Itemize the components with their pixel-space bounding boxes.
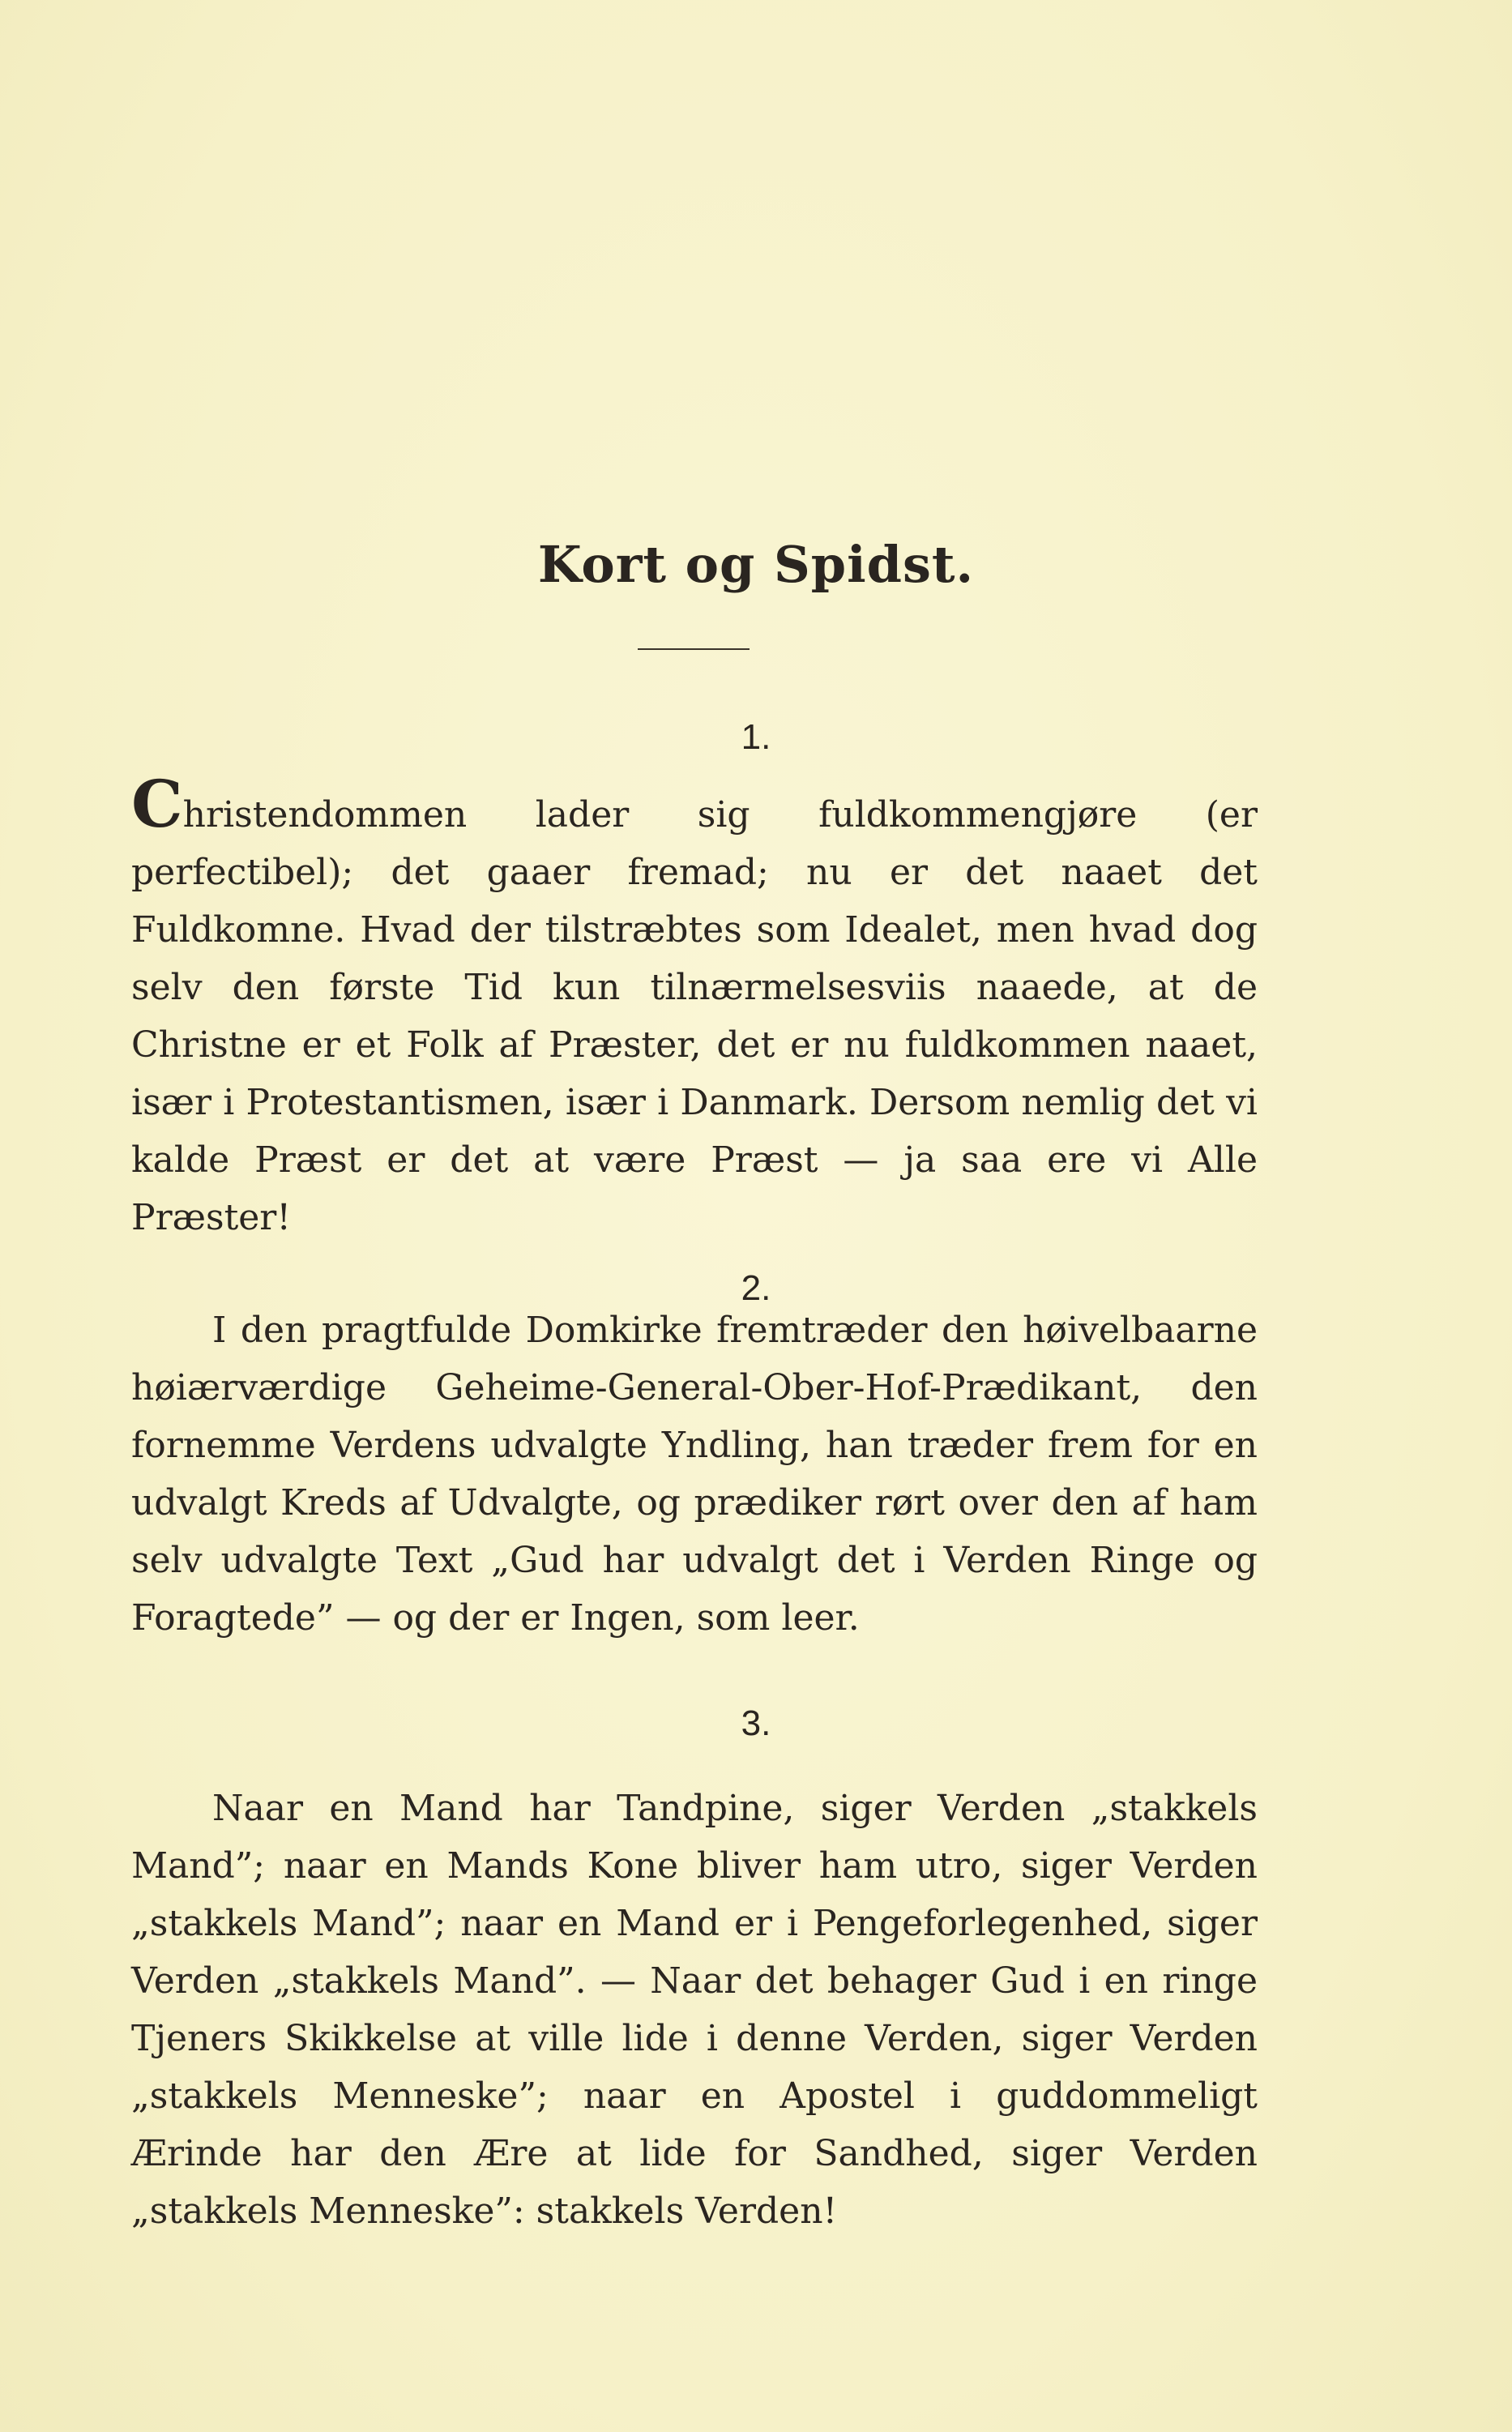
section-paragraph-3 (131, 1780, 1258, 2240)
drop-cap: C (131, 766, 183, 842)
section-text-3: Naar en Mand har Tandpine, siger Verden „stakkels Mand”; naar en Mands Kone bliver ham utro, siger Verden „stakkels Mand”; naar en Mand er i Pengeforlegenhed, siger Verden „stakkels Mand”. — Naar det behager Gud i en ringe Tjeners Skikkelse at ville lide i denne Verden, siger Verden „stakkels Menneske”; naar en Apostel i guddommeligt Ærinde har den Ære at lide for Sandhed, siger Verden „stakkels Menneske”: stakkels Verden! (131, 1788, 1258, 2232)
title-divider (638, 648, 750, 650)
section-text-1: hristendommen lader sig fuldkommengjøre (er perfectibel); det gaaer fremad; nu er det naaet det Fuldkomne. Hvad der tilstræbtes som Idealet, men hvad dog selv den første Tid kun tilnærmelsesviis naaede, at de Christne er et Folk af Præster, det er nu fuldkommen naaet, især i Protestantismen, især i Danmark. Dersom nemlig det vi kalde Præst er det at være Præst — ja saa ere vi Alle Præster! (131, 794, 1258, 1238)
section-number-2: 2. (741, 1268, 771, 1308)
section-text-2: I den pragtfulde Domkirke fremtræder den høivelbaarne høiærværdige Geheime-General-Ober-Hof-Prædikant, den fornemme Verdens udvalgte Yndling, han træder frem for en udvalgt Kreds af Udvalgte, og prædiker rørt over den af ham selv udvalgte Text „Gud har udvalgt det i Verden Ringe og Foragtede” — og der er Ingen, som leer. (131, 1310, 1258, 1639)
section-paragraph-2 (131, 1301, 1258, 1647)
section-paragraph-1 (131, 766, 1258, 1246)
section-number-3: 3. (741, 1703, 771, 1743)
section-number-1: 1. (741, 717, 771, 757)
page-title: Kort og Spidst. (537, 535, 975, 594)
